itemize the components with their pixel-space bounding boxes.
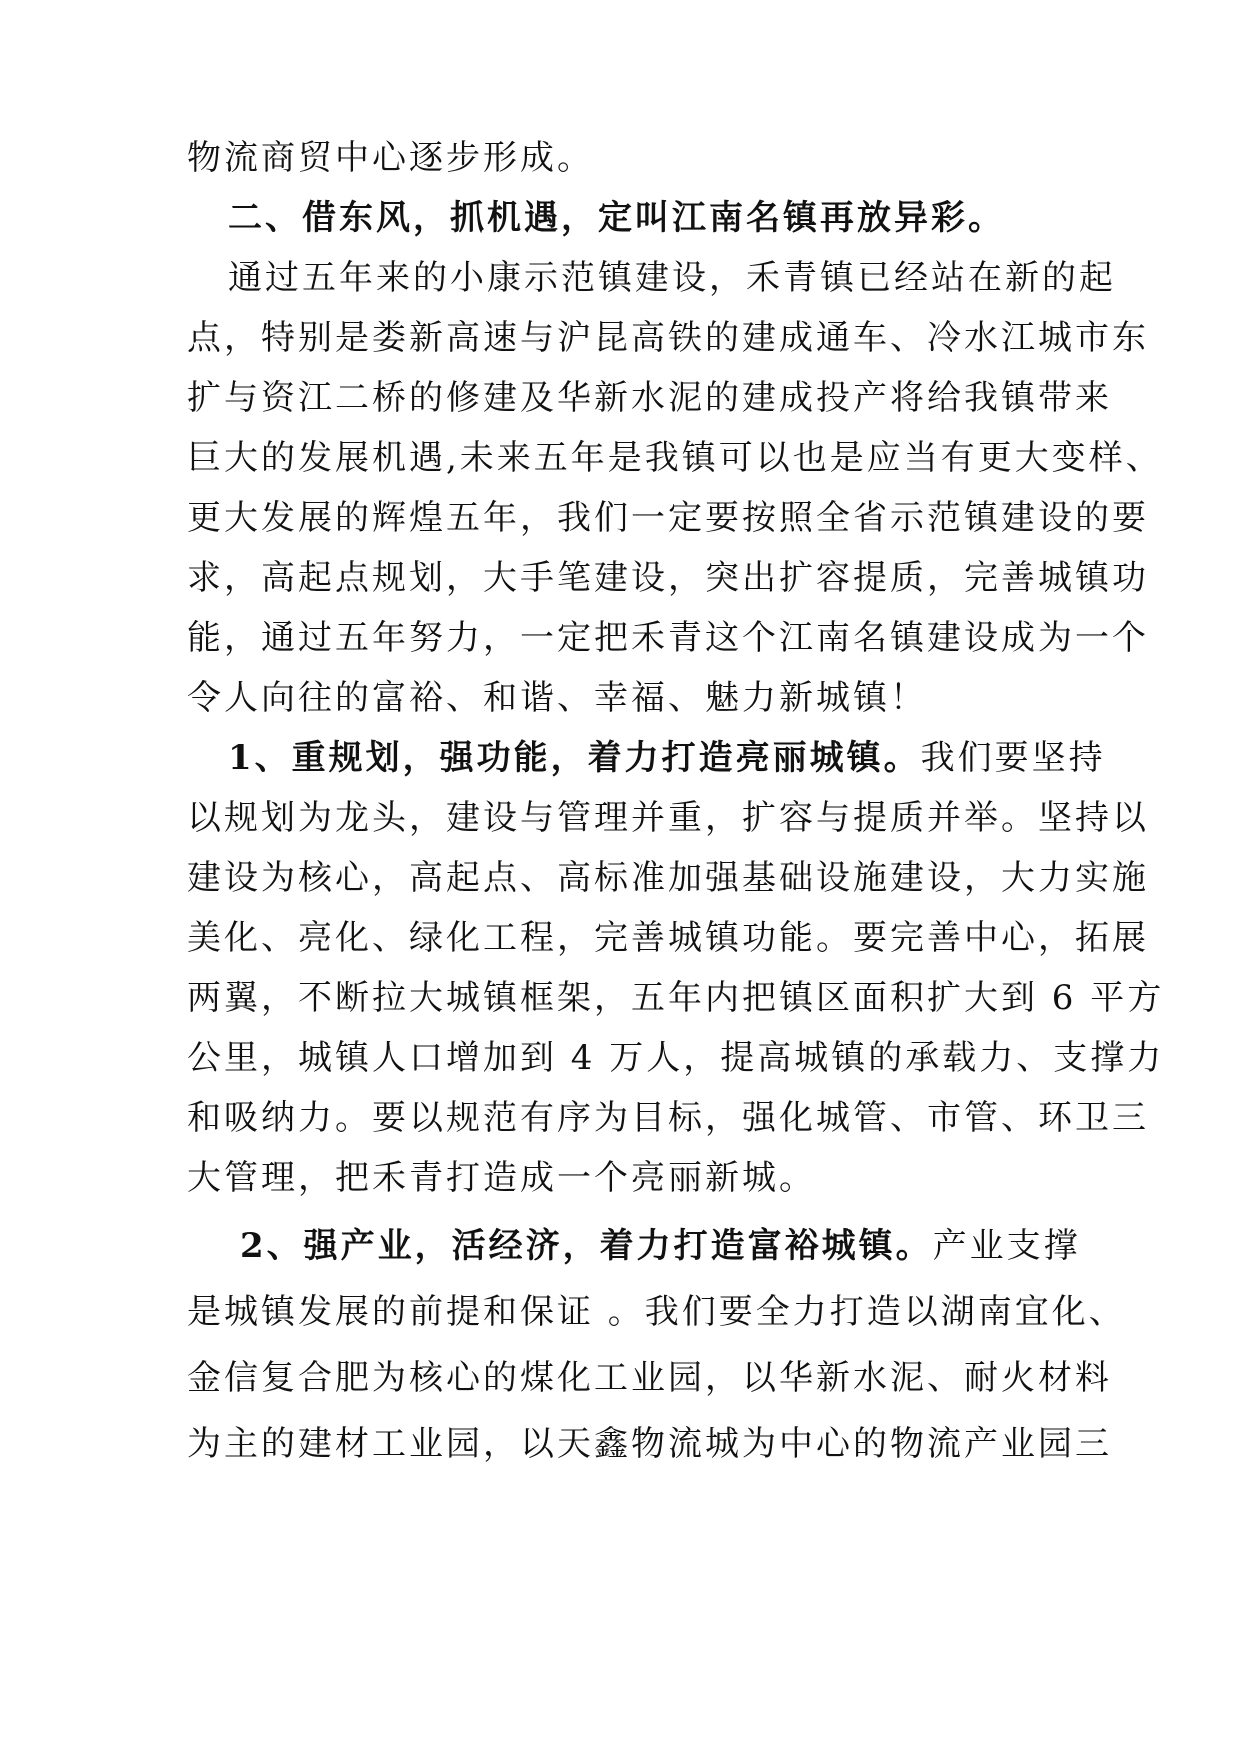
section-heading: 二、借东风，抓机遇，定叫江南名镇再放异彩。 [228,198,1005,238]
paragraph-line: 美化、亮化、绿化工程，完善城镇功能。要完善中心，拓展 [187,918,1149,958]
paragraph-line: 大管理，把禾青打造成一个亮丽新城。 [187,1158,816,1198]
paragraph-line: 扩与资江二桥的修建及华新水泥的建成投产将给我镇带来 [187,378,1112,418]
paragraph-line: 通过五年来的小康示范镇建设，禾青镇已经站在新的起 [228,258,1116,298]
paragraph-line: 两翼，不断拉大城镇框架，五年内把镇区面积扩大到 6 平方 [187,978,1165,1018]
item-2-line [240,1226,1081,1266]
paragraph-line: 巨大的发展机遇,未来五年是我镇可以也是应当有更大变样、 [187,438,1163,478]
item-1-text: 我们要坚持 [920,738,1106,778]
item-1-line [228,738,1106,778]
text-line: 物流商贸中心逐步形成。 [187,138,594,178]
paragraph-line: 为主的建材工业园，以天鑫物流城为中心的物流产业园三 [187,1424,1112,1464]
paragraph-line: 令人向往的富裕、和谐、幸福、魅力新城镇！ [187,678,927,718]
paragraph-line: 金信复合肥为核心的煤化工业园，以华新水泥、耐火材料 [187,1358,1112,1398]
paragraph-line: 和吸纳力。要以规范有序为目标，强化城管、市管、环卫三 [187,1098,1149,1138]
paragraph-line: 求，高起点规划，大手笔建设，突出扩容提质，完善城镇功 [187,558,1149,598]
item-2-text: 产业支撑 [932,1226,1081,1266]
paragraph-line: 点，特别是娄新高速与沪昆高铁的建成通车、冷水江城市东 [187,318,1149,358]
paragraph-line: 以规划为龙头，建设与管理并重，扩容与提质并举。坚持以 [187,798,1149,838]
paragraph-line: 公里，城镇人口增加到 4 万人，提高城镇的承载力、支撑力 [187,1038,1165,1078]
paragraph-line: 建设为核心，高起点、高标准加强基础设施建设，大力实施 [187,858,1149,898]
paragraph-line: 更大发展的辉煌五年，我们一定要按照全省示范镇建设的要 [187,498,1149,538]
item-2-heading: 2、强产业，活经济，着力打造富裕城镇。 [240,1226,933,1266]
paragraph-line: 能，通过五年努力，一定把禾青这个江南名镇建设成为一个 [187,618,1149,658]
item-1-heading: 1、重规划，强功能，着力打造亮丽城镇。 [228,738,921,778]
paragraph-line: 是城镇发展的前提和保证 。我们要全力打造以湖南宜化、 [187,1292,1126,1332]
